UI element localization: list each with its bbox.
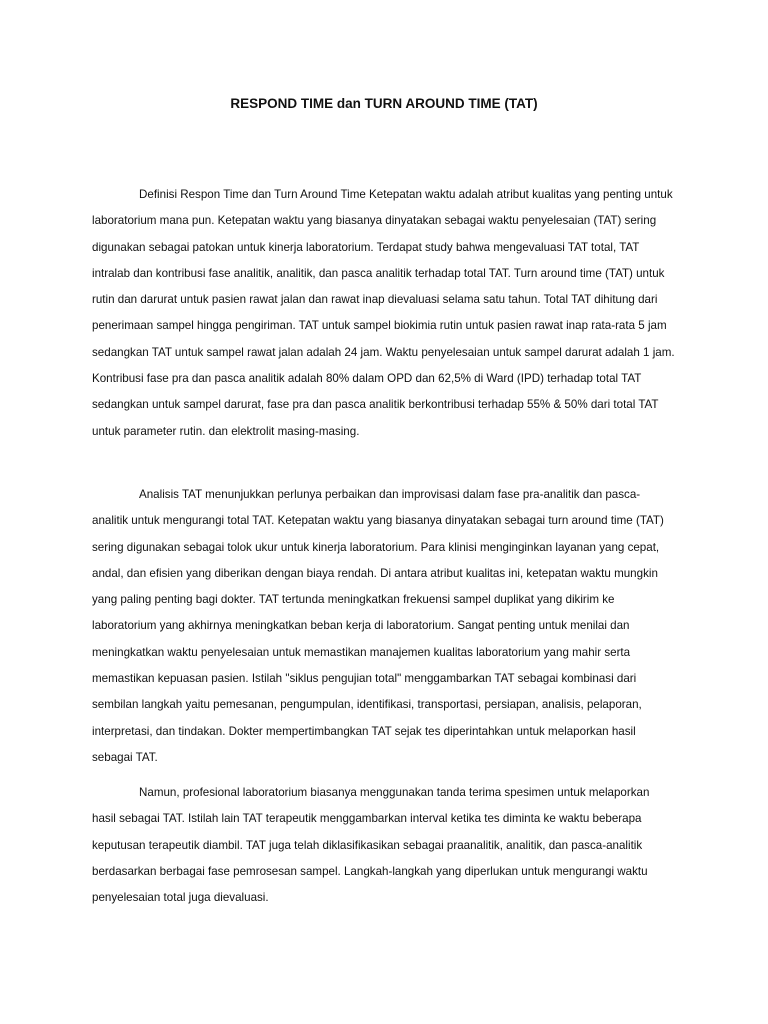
paragraph-definition: Definisi Respon Time dan Turn Around Time Ketepatan waktu adalah atribut kualitas yang penting untuk laboratorium mana pun. Ketepatan waktu yang biasanya dinyatakan sebagai waktu penyelesaian (TAT) sering digunakan sebagai patokan untuk kinerja laboratorium. Terdapat study bahwa mengevaluasi TAT total, TAT intralab dan kontribusi fase analitik, analitik, dan pasca analitik terhadap total TAT. Turn around time (TAT) untuk rutin dan darurat untuk pasien rawat jalan dan rawat inap dievaluasi selama satu tahun. Total TAT dihitung dari penerimaan sampel hingga pengiriman. TAT untuk sampel biokimia rutin untuk pasien rawat inap rata-rata 5 jam sedangkan TAT untuk sampel rawat jalan adalah 24 jam. Waktu penyelesaian untuk sampel darurat adalah 1 jam. Kontribusi fase pra dan pasca analitik adalah 80% dalam OPD dan 62,5% di Ward (IPD) terhadap total TAT sedangkan untuk sampel darurat, fase pra dan pasca analitik berkontribusi terhadap 55% & 50% dari total TAT untuk parameter rutin. dan elektrolit masing-masing. (92, 188, 675, 438)
paragraph-professional: Namun, profesional laboratorium biasanya menggunakan tanda terima spesimen untuk melaporkan hasil sebagai TAT. Istilah lain TAT terapeutik menggambarkan interval ketika tes diminta ke waktu beberapa keputusan terapeutik diambil. TAT juga telah diklasifikasikan sebagai praanalitik, analitik, dan pasca-analitik berdasarkan berbagai fase pemrosesan sampel. Langkah-langkah yang diperlukan untuk mengurangi waktu penyelesaian total juga dievaluasi. (92, 786, 650, 905)
document-title: RESPOND TIME dan TURN AROUND TIME (TAT) (230, 96, 538, 111)
paragraph-analysis: Analisis TAT menunjukkan perlunya perbaikan dan improvisasi dalam fase pra-analitik dan pasca-analitik untuk mengurangi total TAT. Ketepatan waktu yang biasanya dinyatakan sebagai turn around time (TAT) sering digunakan sebagai tolok ukur untuk kinerja laboratorium. Para klinisi menginginkan layanan yang cepat, andal, dan efisien yang diberikan dengan biaya rendah. Di antara atribut kualitas ini, ketepatan waktu mungkin yang paling penting bagi dokter. TAT tertunda meningkatkan frekuensi sampel duplikat yang dikirim ke laboratorium yang akhirnya meningkatkan beban kerja di laboratorium. Sangat penting untuk menilai dan meningkatkan waktu penyelesaian untuk memastikan manajemen kualitas laboratorium yang mahir serta memastikan kepuasan pasien. Istilah "siklus pengujian total" menggambarkan TAT sebagai kombinasi dari sembilan langkah yaitu pemesanan, pengumpulan, identifikasi, transportasi, persiapan, analisis, pelaporan, interpretasi, dan tindakan. Dokter mempertimbangkan TAT sejak tes diperintahkan untuk melaporkan hasil sebagai TAT. (92, 488, 664, 764)
